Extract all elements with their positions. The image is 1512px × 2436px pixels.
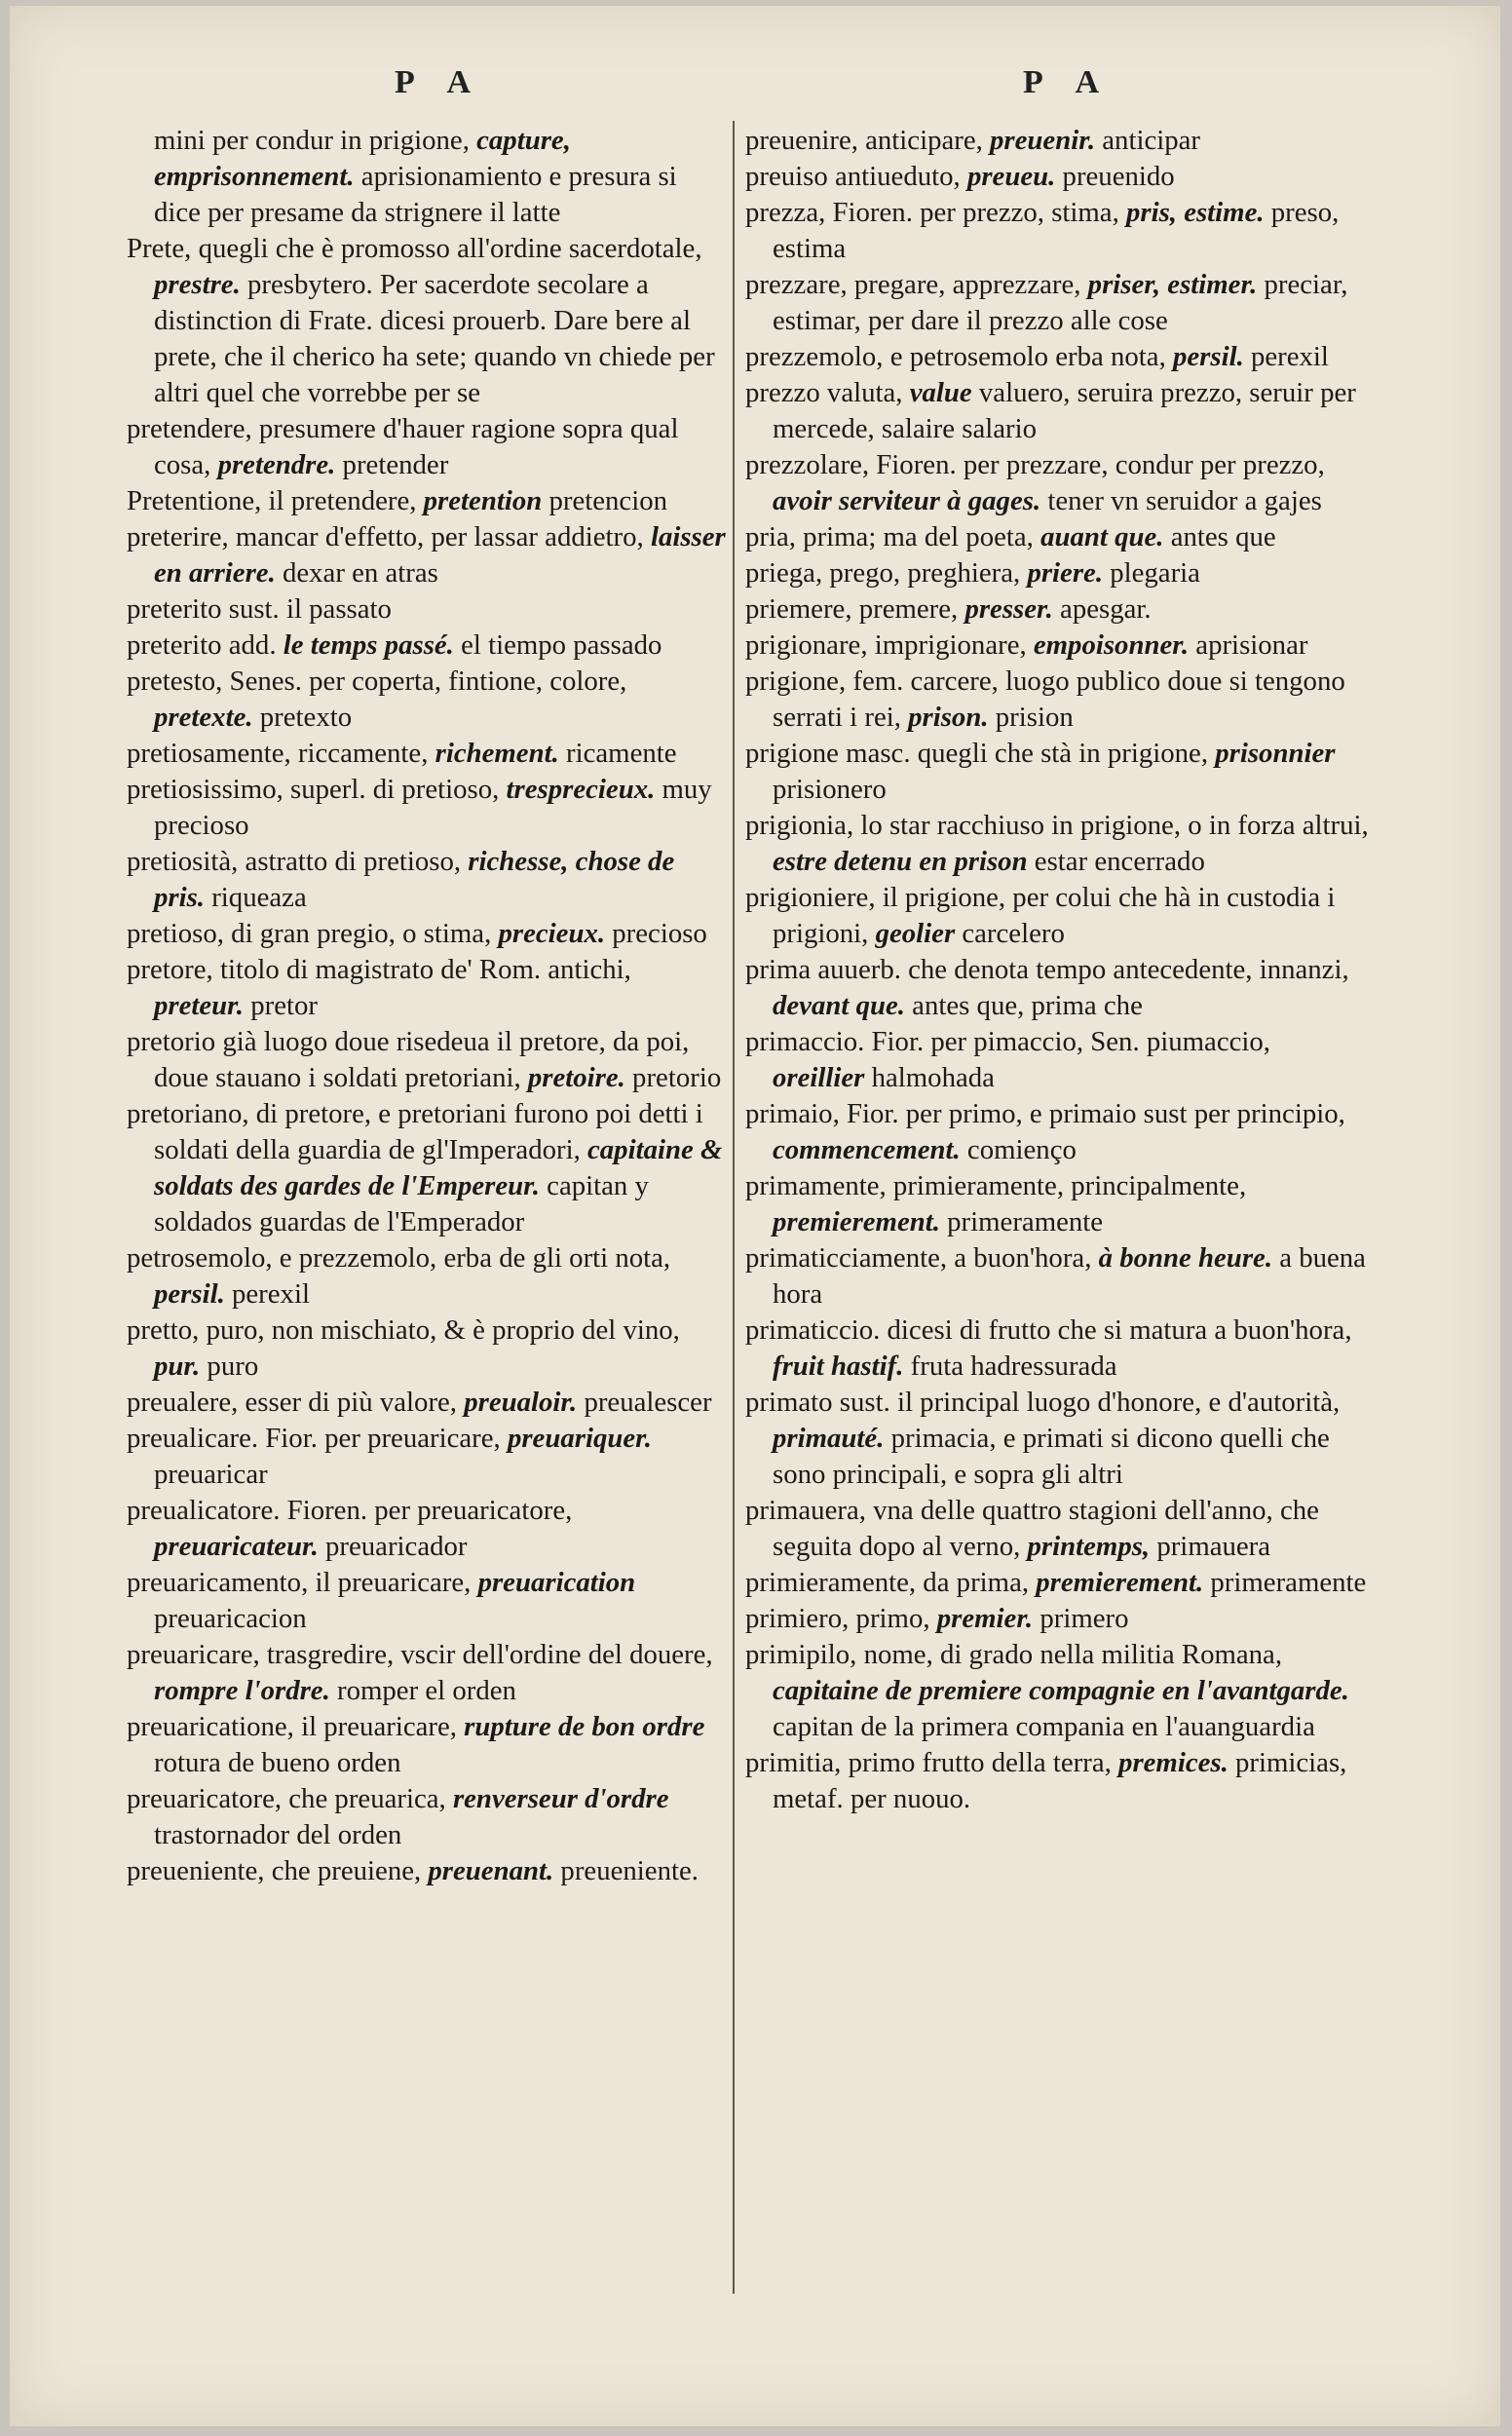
dictionary-entry <box>127 664 726 736</box>
entry-spanish: primicias, metaf. per nuouo. <box>773 1747 1347 1814</box>
entry-french: persil. <box>154 1278 225 1310</box>
entry-french: le temps passé. <box>283 629 454 661</box>
entry-french: oreillier <box>773 1062 865 1093</box>
entry-french: pretoire. <box>527 1062 625 1093</box>
entry-italian: priemere, premere, <box>745 593 965 625</box>
entry-italian: primipilo, nome, di grado nella militia Romana, <box>745 1639 1283 1670</box>
dictionary-entry <box>127 628 726 664</box>
dictionary-entry <box>745 1024 1369 1096</box>
entry-italian: preuaricatione, il preuaricare, <box>127 1711 465 1742</box>
entry-french: rupture de bon ordre <box>464 1711 705 1742</box>
dictionary-entry <box>745 1240 1369 1313</box>
dictionary-entry <box>745 1313 1369 1385</box>
entry-italian: prezzolare, Fioren. per prezzare, condur per prezzo, <box>745 449 1325 480</box>
entry-italian: primato sust. il principal luogo d'honore, e d'autorità, <box>745 1387 1341 1418</box>
entry-french: premierement. <box>1036 1567 1204 1598</box>
entry-italian: primitia, primo frutto della terra, <box>745 1747 1119 1778</box>
entry-spanish: dexar en atras <box>275 557 438 589</box>
dictionary-entry <box>745 123 1369 159</box>
entry-spanish: preuenido <box>1055 161 1175 192</box>
entry-french: pur. <box>154 1351 201 1382</box>
entry-french: preuenir. <box>990 125 1096 156</box>
entry-french: pris, estime. <box>1125 197 1265 228</box>
entry-spanish: preuaricacion <box>154 1603 307 1634</box>
entry-italian: pretiosissimo, superl. di pretioso, <box>127 774 507 805</box>
entry-italian: preualere, esser di più valore, <box>127 1387 465 1418</box>
dictionary-entry <box>127 1493 726 1565</box>
dictionary-entry <box>127 1781 726 1853</box>
entry-spanish: primero <box>1033 1603 1129 1634</box>
entry-spanish: capitan y soldados guardas de l'Emperador <box>154 1170 649 1237</box>
entry-spanish: presbytero. Per sacerdote secolare a distinction di Frate. dicesi prouerb. Dare bere al prete, che il cherico ha sete; quando vn chiede per altri quel che vorrebbe per se <box>154 269 715 408</box>
column-divider <box>733 121 735 2294</box>
entry-italian: pria, prima; ma del poeta, <box>745 521 1041 552</box>
entry-spanish: apesgar. <box>1052 593 1152 625</box>
dictionary-entry <box>745 1601 1369 1637</box>
entry-italian: prigione masc. quegli che stà in prigione, <box>745 738 1216 769</box>
running-header-left: P A <box>395 64 485 100</box>
dictionary-entry <box>745 267 1369 339</box>
dictionary-entry <box>127 1313 726 1385</box>
entry-italian: prigionia, lo star racchiuso in prigione, o in forza altrui, <box>745 810 1369 841</box>
entry-italian: Prete, quegli che è promosso all'ordine sacerdotale, <box>127 233 702 264</box>
entry-spanish: rotura de bueno orden <box>154 1747 401 1778</box>
entry-italian: pretiosamente, riccamente, <box>127 738 435 769</box>
entry-italian: pretto, puro, non mischiato, & è proprio del vino, <box>127 1314 680 1346</box>
entry-spanish: plegaria <box>1103 557 1200 589</box>
entry-spanish: ricamente <box>558 738 677 769</box>
dictionary-entry <box>745 555 1369 591</box>
dictionary-entry <box>745 1745 1369 1817</box>
entry-italian: primaticciamente, a buon'hora, <box>745 1242 1099 1274</box>
entry-french: priere. <box>1027 557 1104 589</box>
entry-spanish: romper el orden <box>329 1675 516 1706</box>
dictionary-entry <box>127 772 726 844</box>
entry-spanish: muy precioso <box>154 774 712 841</box>
entry-italian: priega, prego, preghiera, <box>745 557 1028 589</box>
dictionary-page <box>10 6 1500 2426</box>
entry-spanish: anticipar <box>1095 125 1200 156</box>
entry-french: preuarication <box>477 1567 636 1598</box>
entry-french: avoir serviteur à gages. <box>773 485 1041 516</box>
entry-spanish: estar encerrado <box>1027 846 1205 877</box>
dictionary-entry <box>127 231 726 411</box>
dictionary-entry <box>127 1385 726 1421</box>
entry-spanish: preso, estima <box>773 197 1340 264</box>
entry-spanish: carcelero <box>955 918 1065 949</box>
entry-spanish: riqueaza <box>205 882 307 913</box>
entry-french: richesse, chose de pris. <box>154 846 675 913</box>
entry-spanish: pretorio <box>624 1062 722 1093</box>
entry-spanish: fruta hadressurada <box>903 1351 1117 1382</box>
entry-italian: primiero, primo, <box>745 1603 937 1634</box>
dictionary-entry <box>127 1240 726 1313</box>
dictionary-entry <box>745 195 1369 267</box>
dictionary-entry <box>127 1096 726 1240</box>
entry-french: preuariquer. <box>507 1423 652 1454</box>
entry-french: pretendre. <box>217 449 336 480</box>
entry-french: priser, estimer. <box>1087 269 1258 300</box>
entry-french: laisser en arriere. <box>154 521 726 589</box>
entry-french: pretention <box>423 485 543 516</box>
entry-spanish: primauera <box>1150 1531 1271 1562</box>
entry-spanish: antes que, prima che <box>904 990 1143 1021</box>
entry-spanish: pretexto <box>252 702 353 733</box>
dictionary-entry <box>127 411 726 483</box>
entry-italian: primaio, Fior. per primo, e primaio sust per principio, <box>745 1098 1345 1129</box>
entry-italian: prima auuerb. che denota tempo antecedente, innanzi, <box>745 954 1349 985</box>
entry-french: capitaine de premiere compagnie en l'avantgarde. <box>773 1675 1349 1706</box>
dictionary-entry <box>745 159 1369 195</box>
entry-italian: prigioniere, il prigione, per colui che hà in custodia i prigioni, <box>745 882 1336 949</box>
entry-spanish: preueniente. <box>553 1855 699 1886</box>
entry-french: à bonne heure. <box>1098 1242 1273 1274</box>
entry-italian: preueniente, che preuiene, <box>127 1855 429 1886</box>
entry-french: auant que. <box>1040 521 1164 552</box>
entry-italian: pretiosità, astratto di pretioso, <box>127 846 469 877</box>
entry-spanish: el tiempo passado <box>453 629 662 661</box>
entry-spanish: pretor <box>244 990 318 1021</box>
entry-french: estre detenu en prison <box>773 846 1028 877</box>
dictionary-entry <box>127 1853 726 1889</box>
entry-french: presser. <box>964 593 1053 625</box>
dictionary-entry <box>127 1024 726 1096</box>
entry-italian: pretesto, Senes. per coperta, fintione, colore, <box>127 666 627 697</box>
dictionary-entry <box>127 123 726 231</box>
entry-french: premier. <box>936 1603 1034 1634</box>
entry-spanish: perexil <box>224 1278 310 1310</box>
entry-spanish: capitan de la primera compania en l'auanguardia <box>773 1711 1315 1742</box>
entry-french: capitaine & soldats des gardes de l'Empereur. <box>154 1134 723 1201</box>
entry-french: geolier <box>875 918 956 949</box>
entry-spanish: primacia, e primati si dicono quelli che sono principali, e sopra gli altri <box>773 1423 1330 1490</box>
entry-spanish: prision <box>988 702 1074 733</box>
entry-italian: preuiso antiueduto, <box>745 161 967 192</box>
entry-french: renverseur d'ordre <box>452 1783 669 1814</box>
entry-italian: preuaricare, trasgredire, vscir dell'ordine del douere, <box>127 1639 713 1670</box>
dictionary-entry <box>745 1637 1369 1745</box>
entry-italian: primamente, primieramente, principalmente, <box>745 1170 1247 1201</box>
entry-spanish: primeramente <box>1203 1567 1367 1598</box>
entry-italian: primaccio. Fior. per pimaccio, Sen. piumaccio, <box>745 1026 1270 1057</box>
entry-spanish: preuaricar <box>154 1459 268 1490</box>
entry-italian: preuenire, anticipare, <box>745 125 991 156</box>
dictionary-entry <box>127 1565 726 1637</box>
entry-italian: preualicare. Fior. per preuaricare, <box>127 1423 508 1454</box>
entry-italian: prezzare, pregare, apprezzare, <box>745 269 1088 300</box>
entry-italian: pretore, titolo di magistrato de' Rom. antichi, <box>127 954 631 985</box>
entry-french: fruit hastif. <box>773 1351 904 1382</box>
entry-italian: preterire, mancar d'effetto, per lassar addietro, <box>127 521 651 552</box>
entry-spanish: valuero, seruira prezzo, seruir per mercede, salaire salario <box>773 377 1356 444</box>
entry-italian: primaticcio. dicesi di frutto che si matura a buon'hora, <box>745 1314 1352 1346</box>
dictionary-entry <box>745 628 1369 664</box>
dictionary-entry <box>745 1096 1369 1168</box>
entry-italian: pretoriano, di pretore, e pretoriani furono poi detti i soldati della guardia de gl'Imperadori, <box>127 1098 703 1165</box>
entry-italian: preterito sust. il passato <box>127 593 392 625</box>
dictionary-entry <box>127 519 726 591</box>
dictionary-entry <box>745 880 1369 952</box>
running-header-right: P A <box>1023 64 1114 100</box>
entry-spanish: primeramente <box>939 1206 1104 1237</box>
dictionary-entry <box>745 591 1369 628</box>
entry-french: richement. <box>435 738 559 769</box>
entry-italian: preterito add. <box>127 629 284 661</box>
entry-french: devant que. <box>773 990 905 1021</box>
entry-french: pretexte. <box>154 702 253 733</box>
entry-french: preteur. <box>154 990 245 1021</box>
entry-spanish: pretencion <box>542 485 667 516</box>
entry-spanish: trastornador del orden <box>154 1819 402 1850</box>
dictionary-entry <box>745 1565 1369 1601</box>
entry-spanish: prisionero <box>773 774 887 805</box>
entry-spanish: aprisionamiento e presura si dice per presame da strignere il latte <box>154 161 677 228</box>
entry-italian: preualicatore. Fioren. per preuaricatore, <box>127 1495 573 1526</box>
entry-spanish: a buena hora <box>773 1242 1366 1310</box>
right-column <box>745 123 1369 1817</box>
dictionary-entry <box>127 1709 726 1781</box>
entry-spanish: tener vn seruidor a gajes <box>1040 485 1322 516</box>
dictionary-entry <box>745 736 1369 808</box>
entry-spanish: puro <box>200 1351 259 1382</box>
dictionary-entry <box>745 664 1369 736</box>
dictionary-entry <box>127 844 726 916</box>
entry-spanish: antes que <box>1163 521 1276 552</box>
dictionary-entry <box>127 916 726 952</box>
entry-italian: Pretentione, il pretendere, <box>127 485 424 516</box>
entry-spanish: pretender <box>335 449 449 480</box>
dictionary-entry <box>745 447 1369 519</box>
entry-french: prisonnier <box>1215 738 1336 769</box>
entry-spanish: perexil <box>1243 341 1329 372</box>
entry-french: value <box>909 377 972 408</box>
entry-italian: preuaricatore, che preuarica, <box>127 1783 453 1814</box>
entry-french: capture, emprisonnement. <box>154 125 571 192</box>
entry-italian: pretioso, di gran pregio, o stima, <box>127 918 499 949</box>
entry-french: tresprecieux. <box>506 774 656 805</box>
entry-spanish: preciar, estimar, per dare il prezzo alle cose <box>773 269 1348 336</box>
entry-french: empoisonner. <box>1033 629 1190 661</box>
entry-french: commencement. <box>773 1134 961 1165</box>
dictionary-entry <box>127 1637 726 1709</box>
dictionary-entry <box>745 375 1369 447</box>
entry-italian: pretorio già luogo doue risedeua il pretore, da poi, doue stauano i soldati pretoriani, <box>127 1026 690 1093</box>
entry-spanish: precioso <box>605 918 707 949</box>
dictionary-entry <box>745 1493 1369 1565</box>
entry-french: primauté. <box>773 1423 885 1454</box>
entry-french: preuenant. <box>428 1855 554 1886</box>
entry-french: premices. <box>1118 1747 1228 1778</box>
entry-italian: primauera, vna delle quattro stagioni dell'anno, che seguita dopo al verno, <box>745 1495 1319 1562</box>
dictionary-entry <box>127 483 726 519</box>
entry-italian: pretendere, presumere d'hauer ragione sopra qual cosa, <box>127 413 679 480</box>
entry-italian: prezzo valuta, <box>745 377 910 408</box>
entry-spanish: halmohada <box>864 1062 995 1093</box>
entry-french: preualoir. <box>464 1387 578 1418</box>
entry-italian: prezzemolo, e petrosemolo erba nota, <box>745 341 1173 372</box>
dictionary-entry <box>745 808 1369 880</box>
dictionary-entry <box>127 1421 726 1493</box>
entry-spanish: preualescer <box>577 1387 712 1418</box>
entry-italian: mini per condur in prigione, <box>154 125 477 156</box>
entry-italian: prigione, fem. carcere, luogo publico doue si tengono serrati i rei, <box>745 666 1345 733</box>
dictionary-entry <box>745 952 1369 1024</box>
entry-italian: preuaricamento, il preuaricare, <box>127 1567 478 1598</box>
dictionary-entry <box>745 519 1369 555</box>
entry-italian: prigionare, imprigionare, <box>745 629 1034 661</box>
entry-french: preuaricateur. <box>154 1531 319 1562</box>
entry-french: preueu. <box>966 161 1056 192</box>
dictionary-entry <box>127 736 726 772</box>
entry-italian: petrosemolo, e prezzemolo, erba de gli orti nota, <box>127 1242 671 1274</box>
entry-spanish: comienço <box>960 1134 1077 1165</box>
dictionary-entry <box>127 952 726 1024</box>
dictionary-entry <box>745 1168 1369 1240</box>
dictionary-entry <box>745 339 1369 375</box>
entry-french: rompre l'ordre. <box>154 1675 330 1706</box>
entry-spanish: preuaricador <box>318 1531 468 1562</box>
dictionary-entry <box>127 591 726 628</box>
entry-french: precieux. <box>498 918 606 949</box>
dictionary-entry <box>745 1385 1369 1493</box>
entry-french: prestre. <box>154 269 241 300</box>
entry-french: persil. <box>1172 341 1244 372</box>
entry-italian: prezza, Fioren. per prezzo, stima, <box>745 197 1126 228</box>
entry-italian: primieramente, da prima, <box>745 1567 1037 1598</box>
entry-french: premierement. <box>773 1206 940 1237</box>
entry-french: printemps, <box>1027 1531 1151 1562</box>
entry-spanish: aprisionar <box>1189 629 1308 661</box>
entry-french: prison. <box>908 702 989 733</box>
left-column <box>127 123 726 1889</box>
